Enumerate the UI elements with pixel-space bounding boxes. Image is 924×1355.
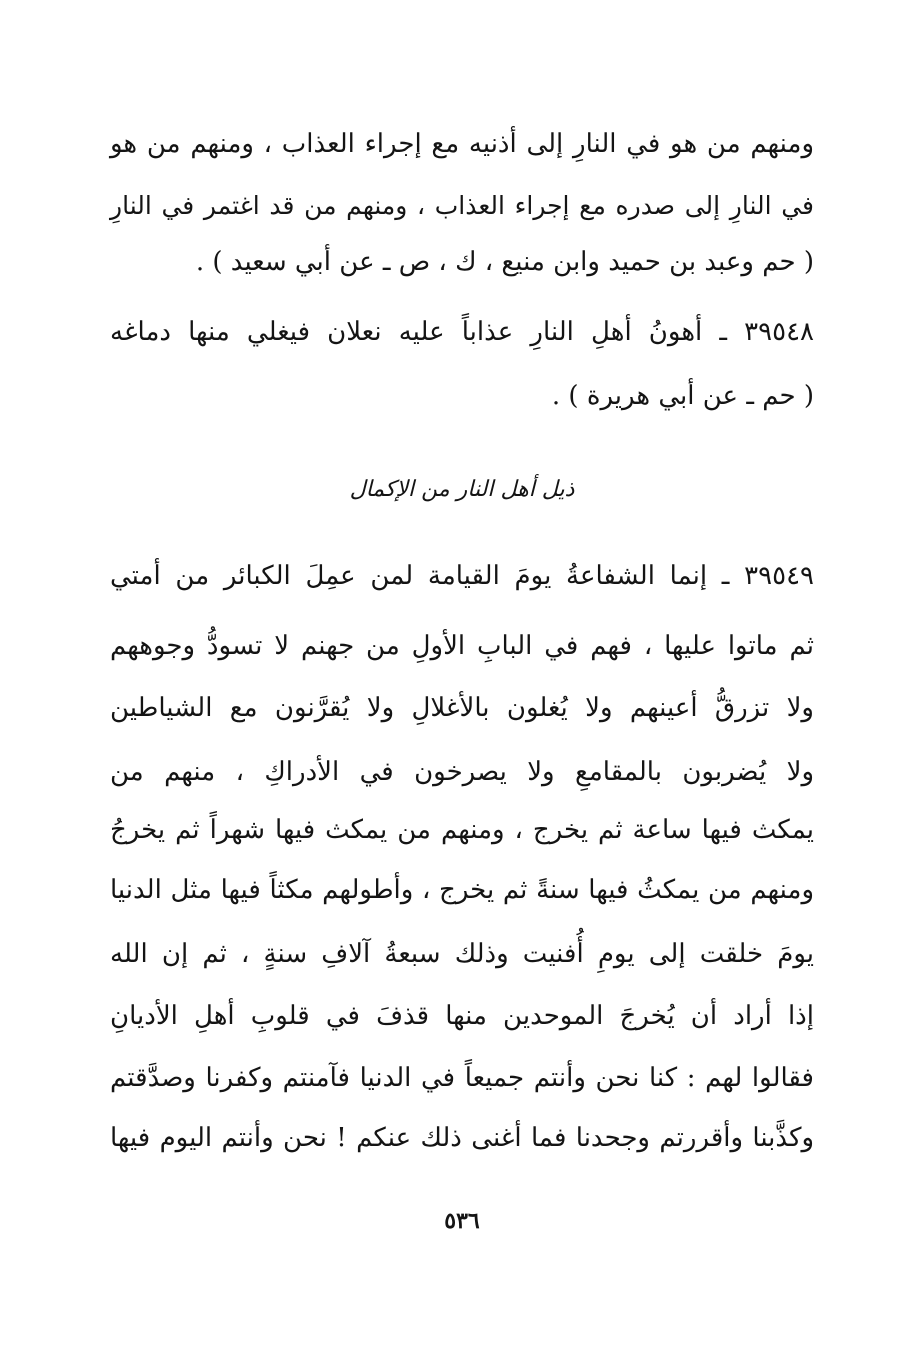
text-line: يمكث فيها ساعة ثم يخرج ، ومنهم من يمكث فيها شهراً ثم يخرجُ [110, 815, 814, 845]
text-line: إذا أراد أن يُخرجَ الموحدين منها قذفَ في قلوبِ أهلِ الأديانِ [110, 1001, 814, 1031]
text-line: ( حم ـ عن أبي هريرة ) . [551, 381, 814, 411]
text-line: وكذَّبنا وأقررتم وجحدنا فما أغنى ذلك عنكم ! نحن وأنتم اليوم فيها [110, 1123, 814, 1153]
text-line: ومنهم من هو في النارِ إلى أذنيه مع إجراء العذاب ، ومنهم من هو [110, 129, 814, 159]
text-line: ولا يُضربون بالمقامعِ ولا يصرخون في الأدراكِ ، منهم من [110, 757, 814, 787]
page-number: ٥٣٦ [444, 1208, 480, 1234]
text-line: ٣٩٥٤٨ ـ أهونُ أهلِ النارِ عذاباً عليه نعلان فيغلي منها دماغه [110, 317, 814, 347]
text-line: ومنهم من يمكثُ فيها سنةً ثم يخرج ، وأطولهم مكثاً فيها مثل الدنيا [110, 875, 814, 905]
text-line: ( حم وعبد بن حميد وابن منيع ، ك ، ص ـ عن أبي سعيد ) . [195, 247, 814, 277]
text-line: يومَ خلقت إلى يومِ أُفنيت وذلك سبعةُ آلافِ سنةٍ ، ثم إن الله [110, 939, 814, 969]
text-line: فقالوا لهم : كنا نحن وأنتم جميعاً في الدنيا فآمنتم وكفرنا وصدَّقتم [110, 1063, 814, 1093]
text-line: ولا تزرقُّ أعينهم ولا يُغلون بالأغلالِ ولا يُقرَّنون مع الشياطين [110, 693, 814, 723]
section-heading: ذيل أهل النار من الإكمال [349, 477, 575, 502]
text-line: في النارِ إلى صدره مع إجراء العذاب ، ومنهم من قد اغتمر في النارِ [110, 191, 814, 220]
text-line: ثم ماتوا عليها ، فهم في البابِ الأولِ من جهنم لا تسودُّ وجوههم [110, 631, 814, 661]
text-line: ٣٩٥٤٩ ـ إنما الشفاعةُ يومَ القيامة لمن عمِلَ الكبائر من أمتي [110, 561, 814, 591]
